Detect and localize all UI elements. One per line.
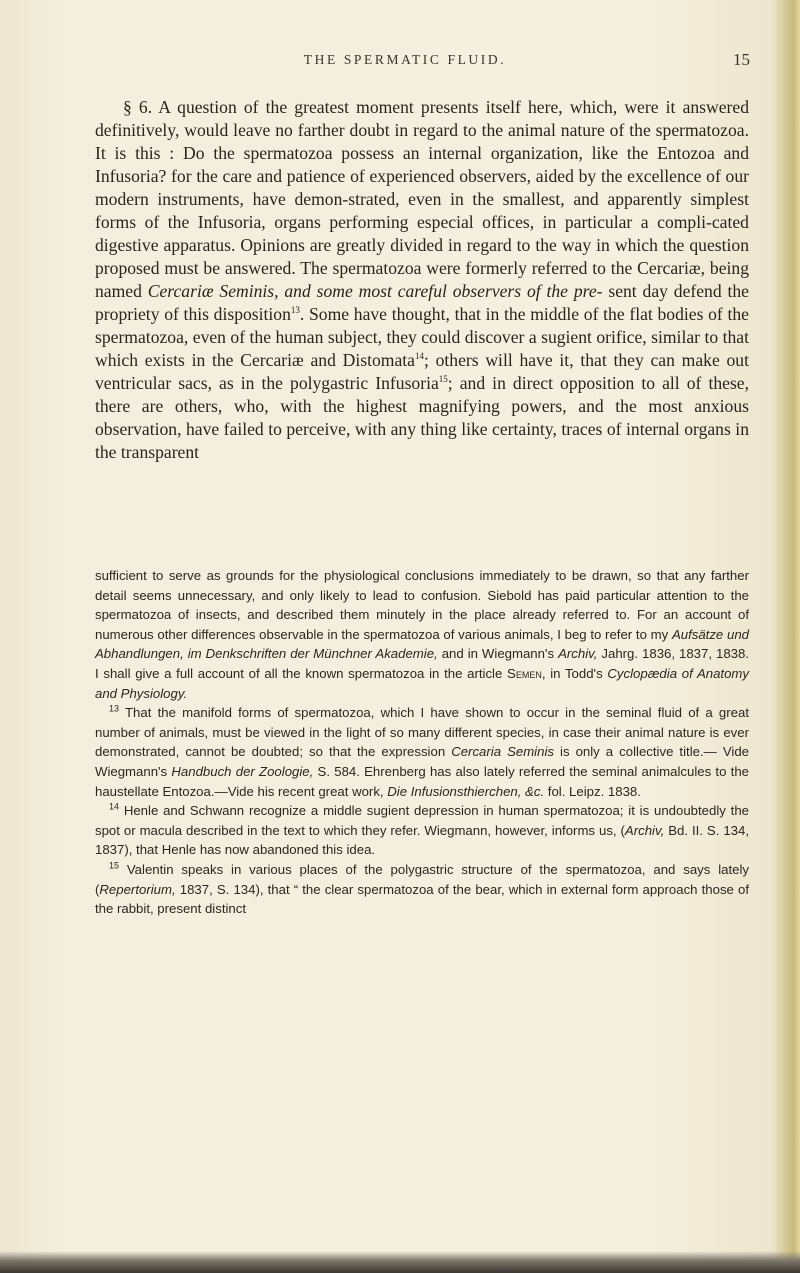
text-line: the spermatozoa possess an internal organization, like the Entozoa bbox=[213, 143, 715, 163]
paragraph-section-6 bbox=[95, 96, 749, 464]
footnote-italic: Archiv, bbox=[624, 822, 665, 838]
footnote-ref-14[interactable]: 14 bbox=[414, 351, 424, 362]
text-line: the most anxious observation, have failed to perceive, with any bbox=[95, 396, 749, 439]
footnote-italic: Repertorium, bbox=[99, 881, 176, 897]
main-text bbox=[95, 96, 749, 464]
footnote-smallcaps: Semen bbox=[507, 665, 542, 681]
text-line: Infusoria, organs performing especial offices, in particular a compli- bbox=[197, 212, 712, 232]
text-line: ; and in direct opposition to all of these, bbox=[447, 373, 750, 393]
page-edge-right bbox=[774, 0, 800, 1273]
text-line: similar to that which exists in the Cercariæ and Distomata bbox=[95, 327, 749, 370]
page-edge-bottom bbox=[0, 1251, 800, 1273]
footnote-text: S. 584. Ehrenberg has also lately referred the seminal animalcules to the haustellate Entozoa.—Vide his recent great work, bbox=[95, 763, 749, 799]
footnote-number: 14 bbox=[109, 801, 120, 812]
footnote-text: sufficient to serve as grounds for the physiological conclusions immediately to be drawn, so that any farther detail seems unnecessary, and only likely to lead to confusion. Siebold has paid particular attention to the spermatozoa of insects, and described them minutely in the place already referred to. For an account of numerous other differences observable in the spermatozoa of various animals, I beg to refer to my bbox=[95, 568, 749, 642]
text-line: spermatozoa were formerly referred to the Cercariæ, being named bbox=[95, 258, 750, 301]
footnote-number: 13 bbox=[109, 703, 120, 714]
footnote-italic: Handbuch der Zoologie, bbox=[171, 763, 314, 779]
footnote-italic: Cercaria Seminis bbox=[451, 744, 554, 760]
footnote-italic: Die Infusionsthierchen, &c. bbox=[387, 783, 545, 799]
page-number: 15 bbox=[733, 50, 750, 69]
footnote-text: is only a collective title.— Vide Wiegmann's bbox=[95, 744, 749, 779]
text-line: thought, that in the middle of the flat bodies of the spermatozoa, bbox=[95, 304, 749, 347]
text-line: will have it, that they can make out ventricular sacs, as in the bbox=[95, 350, 749, 393]
footnote-ref-15[interactable]: 15 bbox=[438, 374, 448, 385]
footnote-text: Jahrg. 1836, 1837, 1838. I shall give a full account of all the known spermatozoa in the article bbox=[95, 646, 749, 681]
text-line: ; others bbox=[423, 350, 479, 370]
page-header bbox=[60, 52, 750, 76]
footnote-text: That the manifold forms of spermatozoa, which I have shown to occur in the seminal fluid of a great number of animals, must be viewed in the light of so many different species, in case their animal nature is ever demonstrated, cannot be doubted; so that the expression bbox=[95, 705, 749, 760]
footnote-15 bbox=[95, 860, 749, 919]
text-line: the way in which the question proposed must be answered. The bbox=[95, 235, 749, 278]
text-line: cated digestive apparatus. Opinions are greatly divided in regard to bbox=[95, 212, 749, 255]
text-line: sent day defend the propriety of this disposition bbox=[95, 281, 749, 324]
footnote-italic: Archiv, bbox=[558, 646, 598, 662]
text-line: § 6. A question of the greatest moment presents itself here, bbox=[123, 97, 563, 117]
footnote-text: Valentin speaks in various places of the polygastric structure of the spermatozoa, and says lately ( bbox=[95, 861, 749, 897]
footnote-text: Bd. II. S. 134, 1837), that Henle has now abandoned this idea. bbox=[95, 822, 749, 858]
text-line: strated, even in the smallest, and apparently simplest forms of the bbox=[95, 189, 749, 232]
text-line: aided by the excellence of our modern instruments, have demon- bbox=[95, 166, 749, 209]
footnote-text: and in Wiegmann's bbox=[437, 646, 559, 662]
text-line: which, were it answered definitively, would leave no farther doubt bbox=[95, 97, 749, 140]
text-line: and Infusoria? for the care and patience of experienced observers, bbox=[95, 143, 749, 186]
footnote-number: 15 bbox=[109, 860, 120, 871]
text-line: thing like certainty, traces of internal organs in the transparent bbox=[95, 419, 749, 462]
text-line: polygastric Infusoria bbox=[290, 373, 439, 393]
footnote-13 bbox=[95, 703, 749, 801]
footnote-text: fol. Leipz. 1838. bbox=[544, 783, 641, 799]
running-head: THE SPERMATIC FLUID. bbox=[303, 52, 507, 67]
footnote-14 bbox=[95, 801, 749, 860]
footnote-italic: Cyclopædia of Anatomy and Physiology. bbox=[95, 665, 750, 701]
text-line: even of the human subject, they could discover a sugient orifice, bbox=[192, 327, 647, 347]
footnote-continuation bbox=[95, 566, 749, 703]
text-line: there are others, who, with the highest magnifying powers, and bbox=[95, 396, 604, 416]
footnotes bbox=[95, 566, 749, 919]
text-line: . Some have bbox=[299, 304, 387, 324]
footnote-text: Henle and Schwann recognize a middle sugient depression in human spermatozoa; it is undoubtedly the spot or macula described in the text to which they refer. Wiegmann, however, informs us, ( bbox=[95, 803, 749, 838]
text-line-italic: Cercariæ Seminis, and some most careful observers of the pre- bbox=[147, 281, 603, 301]
text-line: in regard to the animal nature of the spermatozoa. It is this : Do bbox=[95, 120, 749, 163]
footnote-italic: Aufsätze und Abhandlungen, im Denkschriften der Münchner Akademie, bbox=[95, 626, 749, 662]
footnote-text: , in Todd's bbox=[541, 665, 608, 681]
footnote-text: 1837, S. 134), that “ the clear spermatozoa of the bear, which in external form approach those of the rabbit, present distinct bbox=[95, 881, 749, 917]
footnote-ref-13[interactable]: 13 bbox=[290, 305, 300, 316]
